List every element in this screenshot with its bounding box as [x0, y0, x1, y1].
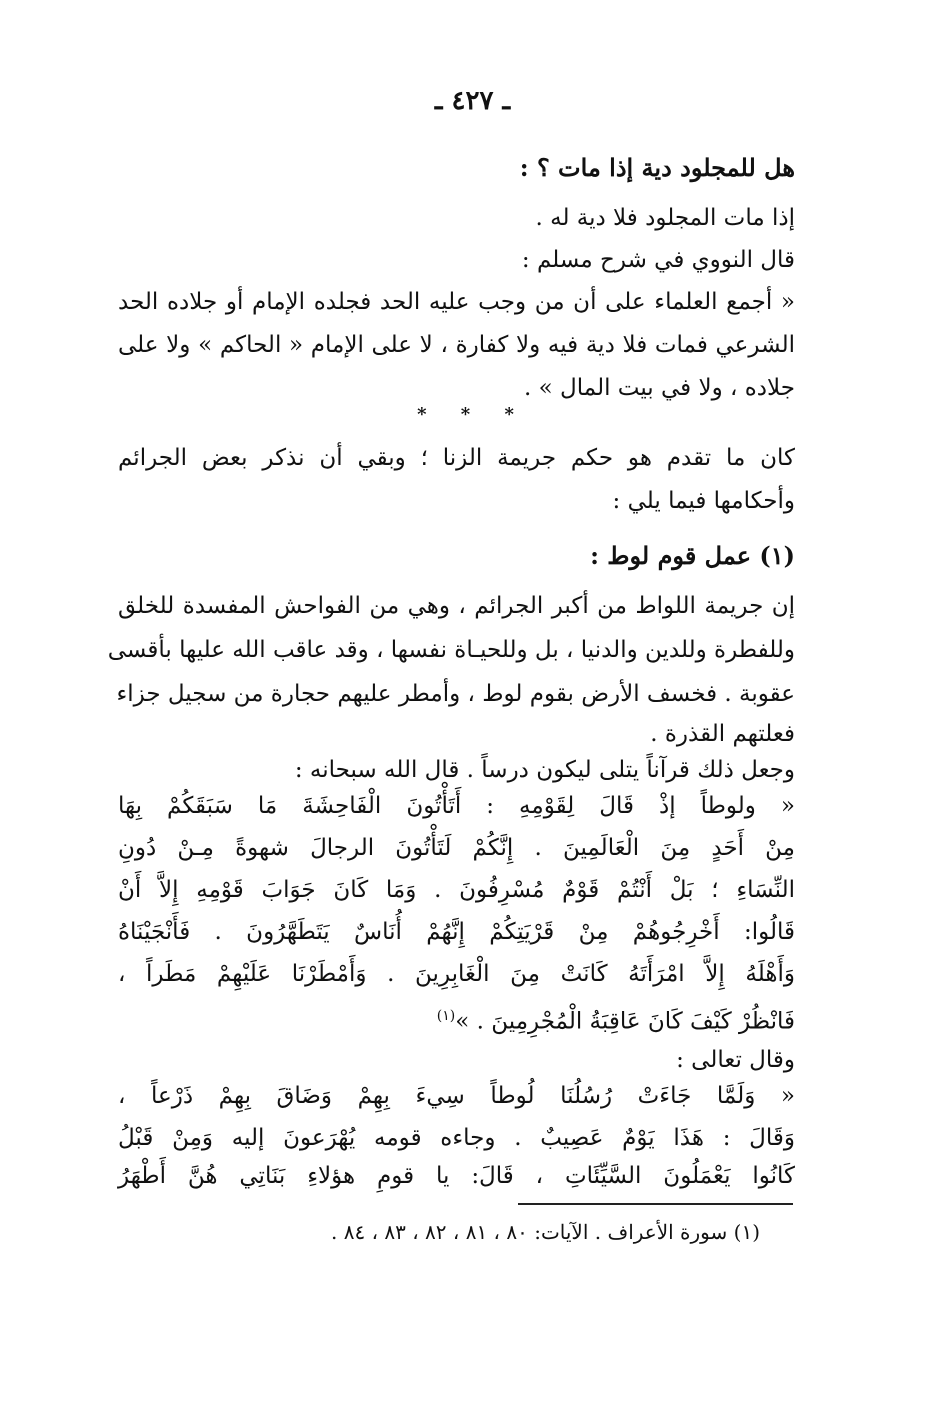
- paragraph-line: وجعل ذلك قرآناً يتلى ليكون درساً . قال الله سبحانه :: [294, 757, 795, 783]
- paragraph-line: إذا مات المجلود فلا دية له .: [535, 205, 795, 231]
- verse-line: « ولوطاً إذْ قَالَ لِقَوْمِهِ : أَتَأْتُونَ الْفَاحِشَةَ مَا سَبَقَكُمْ بِهَا: [118, 793, 795, 819]
- section-heading-lot: (١) عمل قوم لوط :: [590, 541, 795, 570]
- verse-text: فَانْظُرْ كَيْفَ كَانَ عَاقِبَةُ الْمُجْرِمِينَ . »: [455, 1008, 795, 1035]
- paragraph-line: وقال تعالى :: [676, 1047, 795, 1073]
- page-number: ـ ٤٢٧ ـ: [434, 86, 511, 116]
- verse-line: مِنْ أَحَدٍ مِنَ الْعَالَمِينَ . إِنَّكُمْ لَتَأْتُونَ الرجالَ شهوةً مِـنْ دُونِ: [118, 835, 795, 861]
- paragraph-line: كان ما تقدم هو حكم جريمة الزنا ؛ وبقي أن نذكر بعض الجرائم: [118, 445, 795, 471]
- paragraph-line: قال النووي في شرح مسلم :: [521, 247, 795, 273]
- quote-line: « أجمع العلماء على أن من وجب عليه الحد فجلده الإمام أو جلاده الحد: [118, 289, 795, 315]
- footnote-divider: [518, 1203, 793, 1205]
- footnote-marker: (١): [436, 1008, 456, 1024]
- section-lot-people: [107, 536, 795, 1196]
- verse-line: كَانُوا يَعْمَلُونَ السَّيِّئَاتِ ، قَالَ: يا قومِ هؤلاءِ بَنَاتِي هُنَّ أَطْهَرُ: [118, 1163, 795, 1189]
- paragraph-line: وللفطرة وللدين والدنيا ، بل وللحيـاة نفسها ، وقد عاقب الله عليها بأقسى: [107, 637, 795, 663]
- paragraph-line: فعلتهم القذرة .: [650, 721, 795, 747]
- quote-line: جلاده ، ولا في بيت المال » .: [524, 375, 795, 401]
- verse-line: قَالُوا: أَخْرِجُوهُمْ مِنْ قَرْيَتِكُمْ إِنَّهُمْ أُنَاسٌ يَتَطَهَّرُونَ . فَأَنْجَيْنَاهُ: [118, 919, 795, 945]
- paragraph-line: وأحكامها فيما يلي :: [612, 488, 795, 514]
- quote-line: الشرعي فمات فلا دية فيه ولا كفارة ، لا على الإمام « الحاكم » ولا على: [118, 332, 795, 358]
- section-transition: [118, 438, 795, 528]
- footnote-text: (١) سورة الأعراف . الآيات: ٨٠ ، ٨١ ، ٨٢ ، ٨٣ ، ٨٤ .: [331, 1220, 760, 1244]
- verse-line: وَقَالَ : هَذَا يَوْمٌ عَصِيبٌ . وجاءه قومه يُهْرَعونَ إليه وَمِنْ قَبْلُ: [118, 1125, 795, 1151]
- verse-line: « وَلَمَّا جَاءَتْ رُسُلُنَا لُوطاً سِيءَ بِهِمْ وَضَاقَ بِهِمْ ذَرْعاً ،: [118, 1083, 795, 1109]
- paragraph-line: عقوبة . فخسف الأرض بقوم لوط ، وأمطر عليهم حجارة من سجيل جزاء: [116, 681, 795, 707]
- section-diya-for-flogged: [118, 148, 795, 408]
- verse-line: [118, 996, 795, 1036]
- section-separator: * * *: [417, 404, 528, 425]
- verse-line: وَأَهْلَهُ إِلاَّ امْرَأَتَهُ كَانَتْ مِنَ الْغَابِرِينَ . وَأَمْطَرْنَا عَلَيْهِمْ مَطَراً ،: [118, 961, 795, 987]
- paragraph-line: إن جريمة اللواط من أكبر الجرائم ، وهي من الفواحش المفسدة للخلق: [118, 593, 795, 619]
- verse-line: النِّسَاءِ ؛ بَلْ أَنْتُمْ قَوْمٌ مُسْرِفُونَ . وَمَا كَانَ جَوَابَ قَوْمِهِ إِلاَّ أَنْ: [118, 877, 795, 903]
- section-heading-diya: هل للمجلود دية إذا مات ؟ :: [519, 153, 795, 182]
